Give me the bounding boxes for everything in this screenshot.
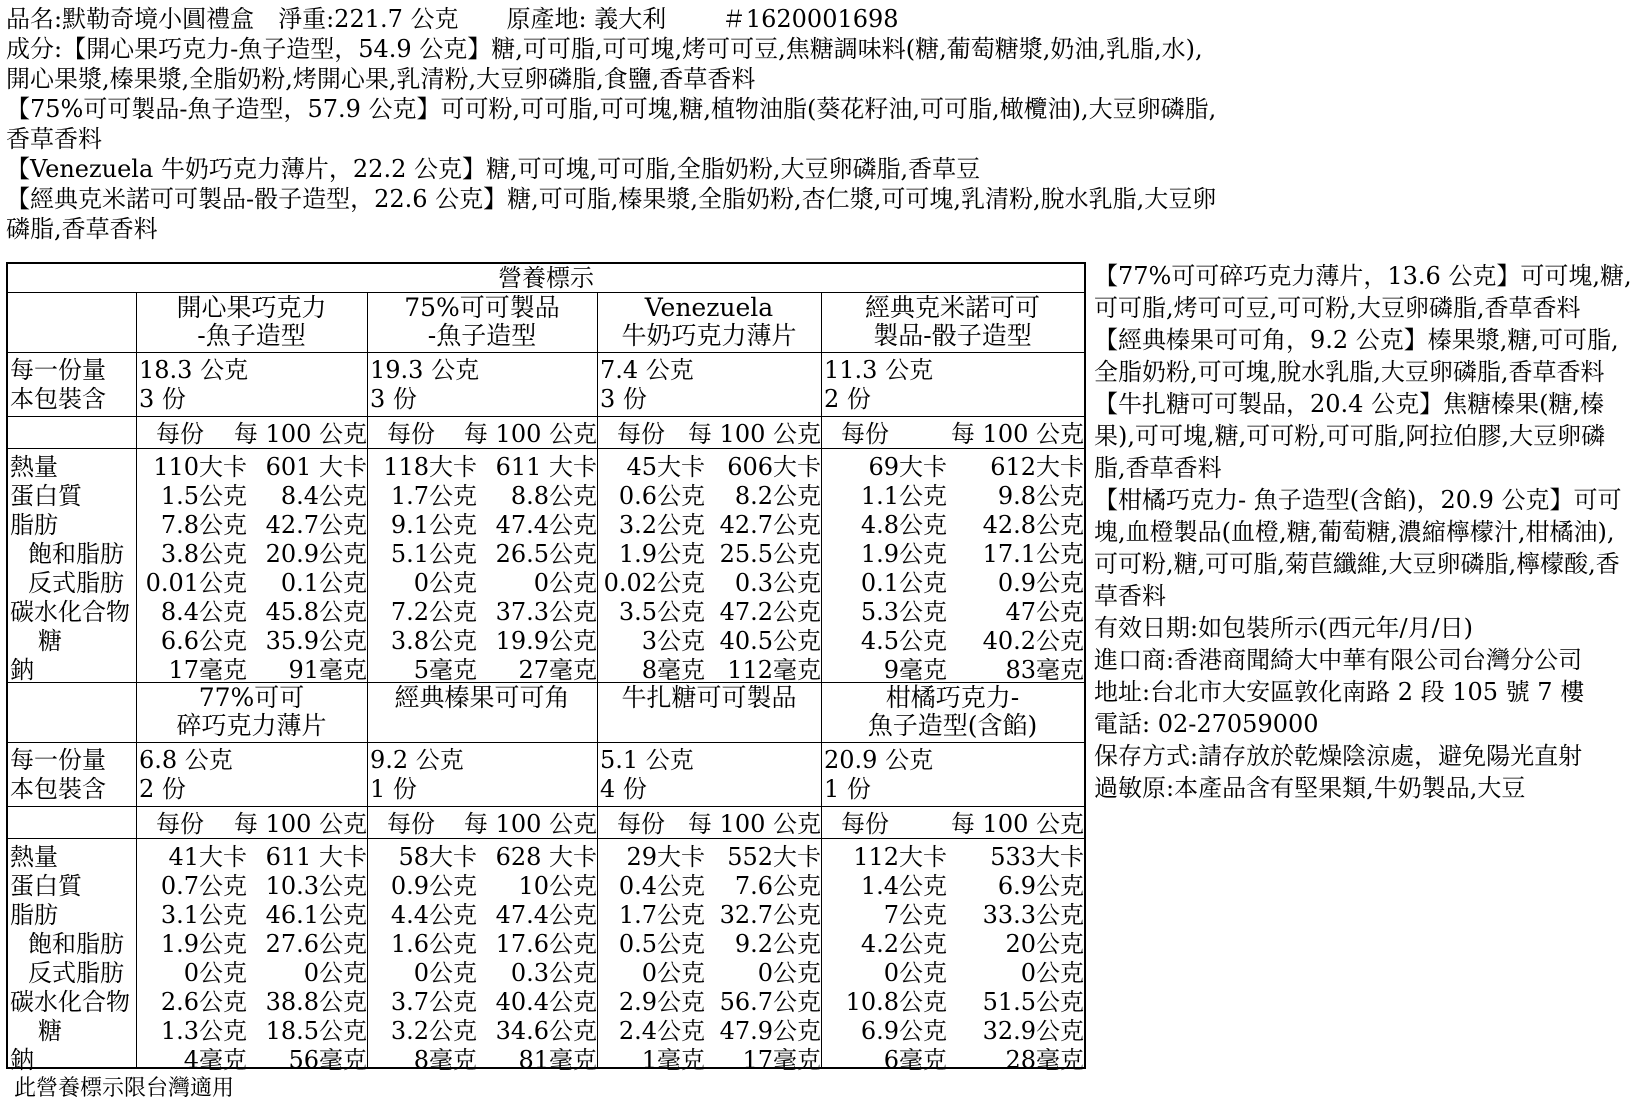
per-serving-value: 0.7公克 [160, 872, 247, 900]
per-100g-header: 每 100 公克 [233, 810, 367, 838]
per-serving-value: 0.4公克 [618, 872, 705, 900]
ingredients-label: 成分: [6, 35, 63, 63]
per-100g-value: 46.1公克 [265, 901, 367, 929]
per-100g-value: 112毫克 [727, 656, 821, 684]
per-serving-value: 29大卡 [626, 843, 705, 871]
per-serving-value: 1.9公克 [860, 540, 947, 568]
per-100g-value: 34.6公克 [495, 1017, 597, 1045]
per-serving-value: 9毫克 [883, 656, 947, 684]
per-serving-value: 1.9公克 [160, 930, 247, 958]
per-serving-value: 3.5公克 [618, 598, 705, 626]
per-serving-header: 每份 [156, 420, 204, 448]
per-100g-value: 611 大卡 [495, 453, 597, 481]
product-name: 牛扎糖可可製品 [621, 683, 797, 712]
product-title-line: 品名:默勒奇境小圓禮盒 淨重:221.7 公克 原產地: 義大利 ＃1620001698 [6, 5, 899, 33]
ingredient-line-4: 香草香料 [6, 125, 102, 153]
product-name-line2: -魚子造型 [197, 321, 306, 350]
per-100g-value: 612大卡 [990, 453, 1084, 481]
per-serving-value: 8.4公克 [160, 598, 247, 626]
per-100g-header: 每 100 公克 [687, 810, 821, 838]
per-serving-value: 3.2公克 [618, 511, 705, 539]
ingredient-nougat: 【牛扎糖可可製品，20.4 公克】焦糖榛果(糖,榛果),可可塊,糖,可可粉,可可脂,阿拉伯膠,大豆卵磷脂,香草香料 [1094, 390, 1606, 482]
per-100g-value: 56毫克 [288, 1046, 367, 1074]
per-serving-value: 3.2公克 [390, 1017, 477, 1045]
per-serving-value: 1.6公克 [390, 930, 477, 958]
per-serving-value: 7.2公克 [390, 598, 477, 626]
ingredient-hazelnut-corner: 【經典榛果可可角，9.2 公克】榛果漿,糖,可可脂,全脂奶粉,可可塊,脫水乳脂,大豆卵磷脂,香草香料 [1094, 326, 1619, 386]
per-100g-value: 35.9公克 [265, 627, 367, 655]
per-serving-value: 2.9公克 [618, 988, 705, 1016]
per-100g-header: 每 100 公克 [950, 420, 1084, 448]
ingredient-line-5: 【Venezuela 牛奶巧克力薄片，22.2 公克】糖,可可塊,可可脂,全脂奶粉,大豆卵磷脂,香草豆 [6, 155, 981, 183]
per-100g-value: 42.7公克 [719, 511, 821, 539]
per-serving-value: 3.7公克 [390, 988, 477, 1016]
nutrient-label: 鈉 [10, 1046, 34, 1074]
per-100g-value: 40.4公克 [495, 988, 597, 1016]
per-serving-value: 110大卡 [153, 453, 247, 481]
product-name: 經典克米諾可可 [864, 293, 1040, 322]
per-100g-value: 8.8公克 [510, 482, 597, 510]
per-serving-value: 1.5公克 [160, 482, 247, 510]
per-serving-value: 112大卡 [853, 843, 947, 871]
per-100g-value: 18.5公克 [265, 1017, 367, 1045]
nutrient-label: 脂肪 [10, 901, 58, 929]
product-name-line2: 製品-骰子造型 [873, 321, 1032, 350]
per-100g-value: 552大卡 [727, 843, 821, 871]
servings-per-package: 4 份 [600, 775, 647, 803]
per-serving-value: 0公克 [413, 959, 477, 987]
nutrient-label: 碳水化合物 [10, 598, 130, 626]
per-serving-value: 17毫克 [168, 656, 247, 684]
per-serving-header: 每份 [387, 810, 435, 838]
per-serving-value: 6.9公克 [860, 1017, 947, 1045]
per-serving-value: 10.8公克 [845, 988, 947, 1016]
per-serving-value: 3.1公克 [160, 901, 247, 929]
product-name: 經典榛果可可角 [394, 683, 570, 712]
per-serving-value: 1.1公克 [860, 482, 947, 510]
per-serving-value: 5毫克 [413, 656, 477, 684]
per-serving-value: 1.4公克 [860, 872, 947, 900]
per-serving-header: 每份 [617, 810, 665, 838]
per-100g-value: 26.5公克 [495, 540, 597, 568]
per-100g-value: 38.8公克 [265, 988, 367, 1016]
ingredient-citrus: 【柑橘巧克力- 魚子造型(含餡)，20.9 公克】可可塊,血橙製品(血橙,糖,葡萄糖,濃縮檸檬汁,柑橘油),可可粉,糖,可可脂,菊苣纖維,大豆卵磷脂,檸檬酸,香草香料 [1094, 486, 1622, 610]
servings-per-package: 3 份 [139, 385, 186, 413]
serving-size-label: 每一份量 [10, 746, 106, 774]
serving-size: 6.8 公克 [139, 746, 233, 774]
per-serving-value: 4.4公克 [390, 901, 477, 929]
servings-per-package: 3 份 [370, 385, 417, 413]
per-serving-value: 1.7公克 [618, 901, 705, 929]
ingredient-line-6: 【經典克米諾可可製品-骰子造型，22.6 公克】糖,可可脂,榛果漿,全脂奶粉,杏仁漿,可可塊,乳清粉,脫水乳脂,大豆卵 [6, 185, 1217, 213]
per-100g-value: 27.6公克 [265, 930, 367, 958]
per-serving-value: 0.02公克 [603, 569, 705, 597]
per-100g-value: 45.8公克 [265, 598, 367, 626]
nutrient-label: 反式脂肪 [28, 959, 124, 987]
servings-per-package: 2 份 [824, 385, 871, 413]
per-100g-value: 81毫克 [518, 1046, 597, 1074]
per-serving-value: 0.5公克 [618, 930, 705, 958]
per-serving-value: 118大卡 [383, 453, 477, 481]
address: 地址:台北市大安區敦化南路 2 段 105 號 7 樓 [1094, 678, 1585, 706]
per-serving-value: 8毫克 [413, 1046, 477, 1074]
per-serving-value: 0公克 [641, 959, 705, 987]
serving-size: 7.4 公克 [600, 356, 694, 384]
per-serving-value: 4.8公克 [860, 511, 947, 539]
per-serving-value: 45大卡 [626, 453, 705, 481]
per-serving-value: 1.7公克 [390, 482, 477, 510]
per-serving-value: 4毫克 [183, 1046, 247, 1074]
per-100g-value: 51.5公克 [982, 988, 1084, 1016]
per-100g-value: 32.9公克 [982, 1017, 1084, 1045]
per-100g-value: 83毫克 [1005, 656, 1084, 684]
ingredient-pistachio: 【開心果巧克力-魚子造型，54.9 公克】糖,可可脂,可可塊,烤可可豆,焦糖調味料(糖,葡萄糖漿,奶油,乳脂,水), [62, 35, 1203, 63]
nutrient-label: 飽和脂肪 [28, 540, 124, 568]
nutrition-footnote: 此營養標示限台灣適用 [14, 1076, 235, 1101]
per-100g-value: 0公克 [1020, 959, 1084, 987]
per-100g-value: 17.6公克 [495, 930, 597, 958]
nutrient-label: 飽和脂肪 [28, 930, 124, 958]
per-100g-value: 628 大卡 [495, 843, 597, 871]
per-serving-value: 58大卡 [398, 843, 477, 871]
nutrient-label: 糖 [38, 627, 62, 655]
nutrient-label: 蛋白質 [10, 872, 82, 900]
per-100g-value: 47.2公克 [719, 598, 821, 626]
serving-size-label: 每一份量 [10, 356, 106, 384]
per-100g-value: 25.5公克 [719, 540, 821, 568]
per-100g-value: 40.2公克 [982, 627, 1084, 655]
product-name-line2: 牛奶巧克力薄片 [621, 321, 797, 350]
per-serving-value: 1毫克 [641, 1046, 705, 1074]
table-divider [8, 742, 1084, 743]
serving-size: 18.3 公克 [139, 356, 249, 384]
table-divider [367, 682, 368, 1069]
per-serving-header: 每份 [841, 420, 889, 448]
nutrient-label: 反式脂肪 [28, 569, 124, 597]
product-name-line2: 碎巧克力薄片 [176, 711, 327, 740]
per-100g-value: 19.9公克 [495, 627, 597, 655]
ingredient-line-1 [6, 34, 1628, 64]
table-divider [8, 416, 1084, 417]
per-100g-value: 20.9公克 [265, 540, 367, 568]
storage: 保存方式:請存放於乾燥陰涼處，避免陽光直射 [1094, 742, 1583, 770]
per-100g-value: 0.3公克 [510, 959, 597, 987]
servings-per-package: 1 份 [824, 775, 871, 803]
importer: 進口商:香港商聞綺大中華有限公司台灣分公司 [1094, 646, 1583, 674]
per-100g-value: 47.4公克 [495, 511, 597, 539]
nutrient-label: 脂肪 [10, 511, 58, 539]
servings-per-package-label: 本包裝含 [10, 775, 106, 803]
per-100g-value: 611 大卡 [265, 843, 367, 871]
ingredient-line-2: 開心果漿,榛果漿,全脂奶粉,烤開心果,乳清粉,大豆卵磷脂,食鹽,香草香料 [6, 65, 756, 93]
per-serving-value: 8毫克 [641, 656, 705, 684]
expiry-date: 有效日期:如包裝所示(西元年/月/日) [1094, 614, 1473, 642]
per-serving-value: 6.6公克 [160, 627, 247, 655]
serving-size: 5.1 公克 [600, 746, 694, 774]
per-100g-header: 每 100 公克 [463, 420, 597, 448]
product-name-line2: -魚子造型 [427, 321, 537, 350]
per-serving-value: 0.01公克 [145, 569, 247, 597]
per-100g-value: 0.3公克 [734, 569, 821, 597]
per-serving-value: 1.3公克 [160, 1017, 247, 1045]
per-100g-value: 40.5公克 [719, 627, 821, 655]
per-serving-value: 0.9公克 [390, 872, 477, 900]
per-serving-header: 每份 [387, 420, 435, 448]
per-100g-value: 47.9公克 [719, 1017, 821, 1045]
per-100g-value: 10公克 [518, 872, 597, 900]
nutrient-label: 鈉 [10, 656, 34, 684]
servings-per-package: 3 份 [600, 385, 647, 413]
per-100g-value: 42.8公克 [982, 511, 1084, 539]
per-serving-value: 69大卡 [868, 453, 947, 481]
per-100g-value: 17.1公克 [982, 540, 1084, 568]
ingredient-line-7: 磷脂,香草香料 [6, 215, 158, 243]
per-100g-value: 47公克 [1005, 598, 1084, 626]
per-100g-value: 20公克 [1005, 930, 1084, 958]
per-serving-value: 7公克 [883, 901, 947, 929]
allergen: 過敏原:本產品含有堅果類,牛奶製品,大豆 [1094, 774, 1526, 802]
per-100g-header: 每 100 公克 [687, 420, 821, 448]
product-name: 75%可可製品 [404, 293, 560, 322]
serving-size: 9.2 公克 [370, 746, 464, 774]
nutrient-label: 熱量 [10, 453, 58, 481]
per-100g-header: 每 100 公克 [463, 810, 597, 838]
nutrition-table [6, 262, 1086, 1074]
serving-size: 19.3 公克 [370, 356, 480, 384]
per-100g-value: 0.9公克 [997, 569, 1084, 597]
per-serving-value: 3.8公克 [160, 540, 247, 568]
per-serving-value: 4.2公克 [860, 930, 947, 958]
nutrition-title: 營養標示 [498, 264, 594, 292]
per-serving-value: 0公克 [183, 959, 247, 987]
per-serving-value: 0公克 [883, 959, 947, 987]
per-serving-value: 0.1公克 [860, 569, 947, 597]
per-100g-value: 601 大卡 [265, 453, 367, 481]
servings-per-package-label: 本包裝含 [10, 385, 106, 413]
per-100g-header: 每 100 公克 [233, 420, 367, 448]
per-100g-value: 56.7公克 [719, 988, 821, 1016]
per-100g-value: 0公克 [757, 959, 821, 987]
per-serving-value: 1.9公克 [618, 540, 705, 568]
per-100g-header: 每 100 公克 [950, 810, 1084, 838]
servings-per-package: 2 份 [139, 775, 186, 803]
serving-size: 20.9 公克 [824, 746, 934, 774]
table-divider [597, 682, 598, 1069]
servings-per-package: 1 份 [370, 775, 417, 803]
nutrient-label: 糖 [38, 1017, 62, 1045]
per-100g-value: 0.1公克 [280, 569, 367, 597]
ingredient-77-cocoa: 【77%可可碎巧克力薄片，13.6 公克】可可塊,糖,可可脂,烤可可豆,可可粉,大豆卵磷脂,香草香料 [1094, 262, 1632, 322]
nutrient-label: 碳水化合物 [10, 988, 130, 1016]
product-name: 77%可可 [198, 683, 305, 712]
per-100g-value: 33.3公克 [982, 901, 1084, 929]
nutrient-label: 熱量 [10, 843, 58, 871]
per-serving-value: 3公克 [641, 627, 705, 655]
per-100g-value: 533大卡 [990, 843, 1084, 871]
per-serving-value: 6毫克 [883, 1046, 947, 1074]
per-100g-value: 42.7公克 [265, 511, 367, 539]
per-100g-value: 0公克 [533, 569, 597, 597]
per-serving-value: 7.8公克 [160, 511, 247, 539]
per-100g-value: 8.4公克 [280, 482, 367, 510]
per-100g-value: 606大卡 [727, 453, 821, 481]
per-100g-value: 8.2公克 [734, 482, 821, 510]
per-100g-value: 17毫克 [742, 1046, 821, 1074]
additional-info [1094, 260, 1634, 804]
table-divider [8, 352, 1084, 353]
per-serving-header: 每份 [841, 810, 889, 838]
serving-size: 11.3 公克 [824, 356, 934, 384]
per-100g-value: 47.4公克 [495, 901, 597, 929]
per-serving-value: 41大卡 [168, 843, 247, 871]
per-serving-header: 每份 [617, 420, 665, 448]
product-name: 柑橘巧克力- [885, 683, 1020, 712]
per-100g-value: 9.8公克 [997, 482, 1084, 510]
per-serving-value: 5.3公克 [860, 598, 947, 626]
per-100g-value: 32.7公克 [719, 901, 821, 929]
per-serving-value: 2.6公克 [160, 988, 247, 1016]
per-serving-value: 0公克 [413, 569, 477, 597]
per-100g-value: 7.6公克 [734, 872, 821, 900]
per-serving-value: 5.1公克 [390, 540, 477, 568]
product-header [6, 4, 1628, 244]
per-100g-value: 91毫克 [288, 656, 367, 684]
per-100g-value: 37.3公克 [495, 598, 597, 626]
per-serving-header: 每份 [156, 810, 204, 838]
per-serving-value: 9.1公克 [390, 511, 477, 539]
per-100g-value: 6.9公克 [997, 872, 1084, 900]
per-100g-value: 27毫克 [518, 656, 597, 684]
per-100g-value: 10.3公克 [265, 872, 367, 900]
table-divider [8, 806, 1084, 807]
per-serving-value: 3.8公克 [390, 627, 477, 655]
per-serving-value: 2.4公克 [618, 1017, 705, 1045]
per-serving-value: 0.6公克 [618, 482, 705, 510]
per-100g-value: 28毫克 [1005, 1046, 1084, 1074]
per-serving-value: 4.5公克 [860, 627, 947, 655]
nutrient-label: 蛋白質 [10, 482, 82, 510]
product-name-line2: 魚子造型(含餡) [867, 711, 1038, 740]
ingredient-line-3: 【75%可可製品-魚子造型，57.9 公克】可可粉,可可脂,可可塊,糖,植物油脂(葵花籽油,可可脂,橄欖油),大豆卵磷脂, [6, 95, 1217, 123]
product-name: 開心果巧克力 [176, 293, 327, 322]
product-name: Venezuela [644, 293, 774, 322]
per-100g-value: 0公克 [303, 959, 367, 987]
per-100g-value: 9.2公克 [734, 930, 821, 958]
phone: 電話: 02-27059000 [1094, 710, 1319, 738]
